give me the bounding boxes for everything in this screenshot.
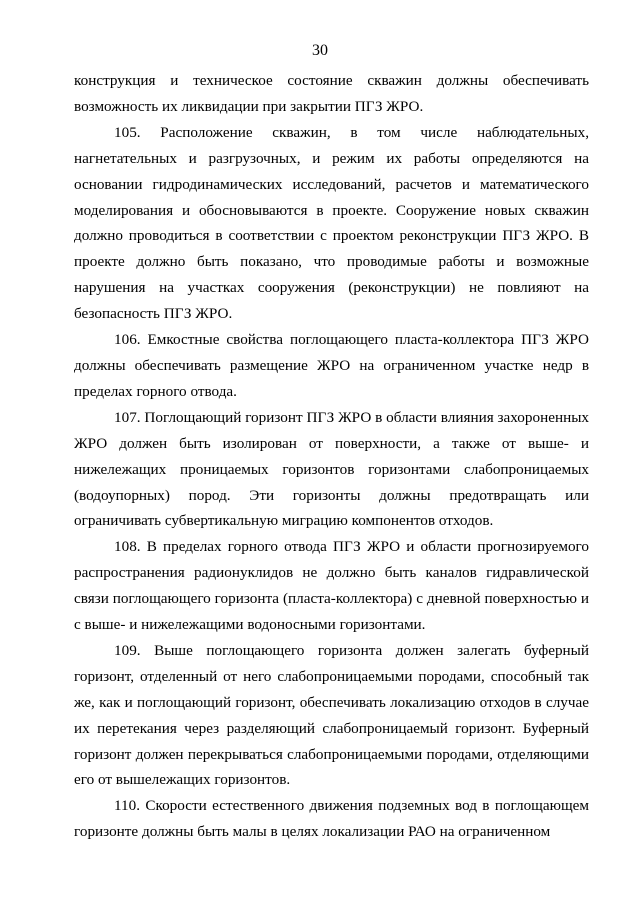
page-number: 30 (312, 42, 328, 59)
paragraph-107: 107. Поглощающий горизонт ПГЗ ЖРО в области влияния захороненных ЖРО должен быть изолирован от поверхности, а также от выше- и нижележащих проницаемых горизонтов горизонтами слабопроницаемых (водоупорных) пород. Эти горизонты должны предотвращать или ограничивать субвертикальную миграцию компонентов отходов. (74, 408, 589, 530)
paragraph-continuation: конструкция и техническое состояние скважин должны обеспечивать возможность их ликвидации при закрытии ПГЗ ЖРО. (74, 72, 589, 115)
document-body (74, 68, 589, 843)
paragraph-108: 108. В пределах горного отвода ПГЗ ЖРО и области прогнозируемого распространения радионуклидов не должно быть каналов гидравлической связи поглощающего горизонта (пласта-коллектора) с дневной поверхностью и с выше- и нижележащими водоносными горизонтами. (74, 538, 589, 634)
paragraph-110: 110. Скорости естественного движения подземных вод в поглощающем горизонте должны быть малы в целях локализации РАО на ограниченном (74, 797, 589, 841)
paragraph-109: 109. Выше поглощающего горизонта должен залегать буферный горизонт, отделенный от него слабопроницаемыми породами, способный так же, как и поглощающий горизонт, обеспечивать локализацию отходов в случае их перетекания через разделяющий слабопроницаемый горизонт. Буферный горизонт должен перекрываться слабопроницаемыми породами, отделяющими его от вышележащих горизонтов. (74, 641, 589, 789)
paragraph-106: 106. Емкостные свойства поглощающего пласта-коллектора ПГЗ ЖРО должны обеспечивать размещение ЖРО на ограниченном участке недр в пределах горного отвода. (74, 331, 589, 400)
paragraph-105: 105. Расположение скважин, в том числе наблюдательных, нагнетательных и разгрузочных, и режим их работы определяются на основании гидродинамических исследований, расчетов и математического моделирования и обосновываются в проекте. Сооружение новых скважин должно проводиться в соответствии с проектом реконструкции ПГЗ ЖРО. В проекте должно быть показано, что проводимые работы и возможные нарушения на участках сооружения (реконструкции) не повлияют на безопасность ПГЗ ЖРО. (74, 123, 589, 323)
